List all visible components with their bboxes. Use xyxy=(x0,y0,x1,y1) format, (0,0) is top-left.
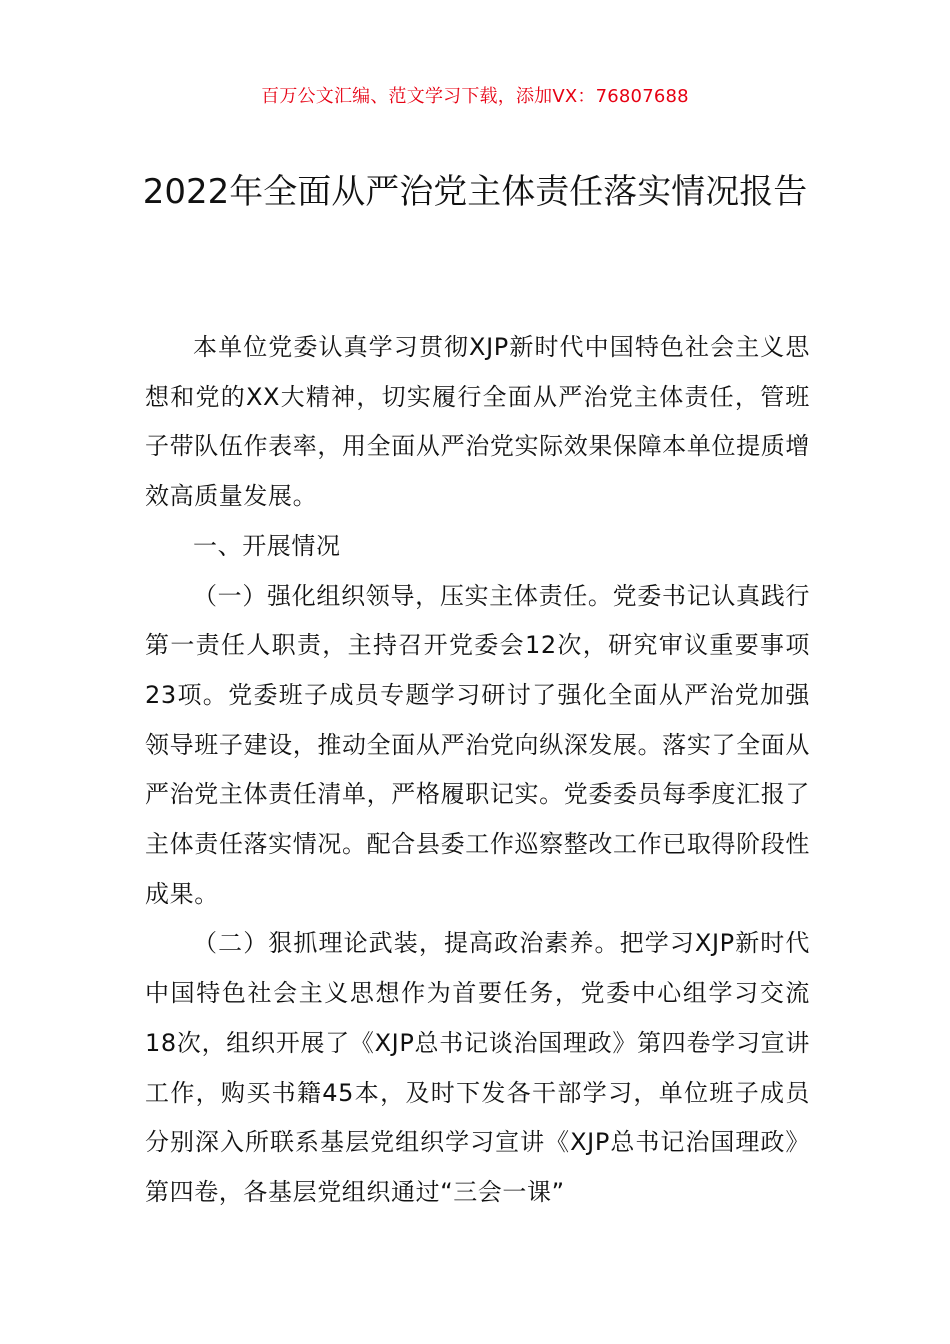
page-title: 2022年全面从严治党主体责任落实情况报告 xyxy=(142,172,808,212)
intro-paragraph: 本单位党委认真学习贯彻XJP新时代中国特色社会主义思想和党的XX大精神，切实履行全面从严治党主体责任，管班子带队伍作表率，用全面从严治党实际效果保障本单位提质增效高质量发展。 xyxy=(145,333,810,511)
subsection-paragraph-1: （一）强化组织领导，压实主体责任。党委书记认真践行第一责任人职责，主持召开党委会12次，研究审议重要事项23项。党委班子成员专题学习研讨了强化全面从严治党加强领导班子建设，推动全面从严治党向纵深发展。落实了全面从严治党主体责任清单，严格履职记实。党委委员每季度汇报了主体责任落实情况。配合县委工作巡察整改工作已取得阶段性成果。 xyxy=(145,581,810,908)
header-promo-note: 百万公文汇编、范文学习下载，添加VX：76807688 xyxy=(261,86,689,107)
document-body xyxy=(145,323,810,1218)
subsection-paragraph-2: （二）狠抓理论武装，提高政治素养。把学习XJP新时代中国特色社会主义思想作为首要任务，党委中心组学习交流18次，组织开展了《XJP总书记谈治国理政》第四卷学习宣讲工作，购买书籍45本，及时下发各干部学习，单位班子成员分别深入所联系基层党组织学习宣讲《XJP总书记治国理政》第四卷，各基层党组织通过“三会一课” xyxy=(145,929,810,1206)
section-heading: 一、开展情况 xyxy=(193,531,341,560)
